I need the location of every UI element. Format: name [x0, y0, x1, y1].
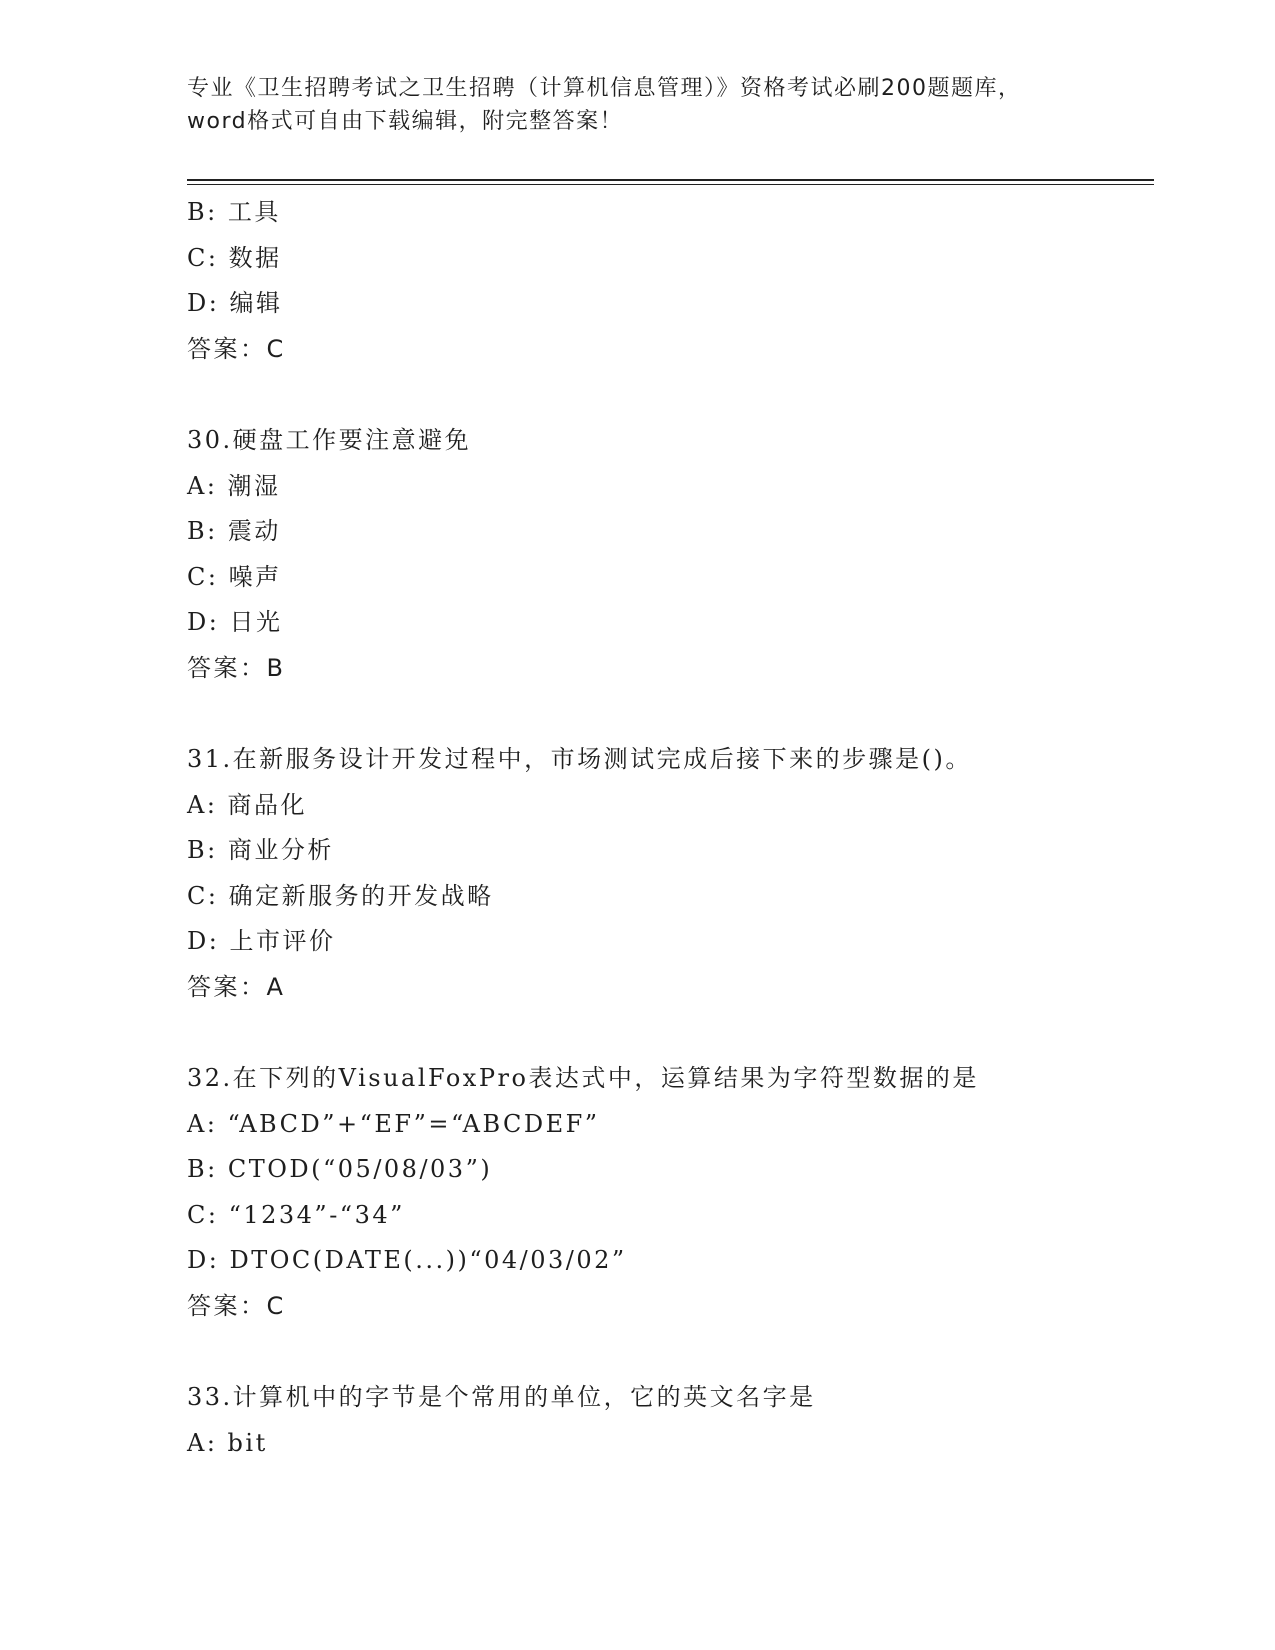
question-32 — [187, 1056, 1154, 1329]
question-list — [187, 190, 1154, 1466]
option-d: D: 编辑 — [187, 289, 283, 317]
option-b: B: 商业分析 — [187, 836, 334, 864]
option-b: B: 震动 — [187, 517, 281, 545]
question-stem: 30.硬盘工作要注意避免 — [187, 426, 472, 454]
question-33 — [187, 1375, 1154, 1466]
document-header — [187, 72, 1087, 138]
question-30 — [187, 418, 1154, 691]
header-divider-thick — [187, 179, 1154, 181]
option-b: B: CTOD(“05/08/03”) — [187, 1155, 493, 1183]
question-continued — [187, 190, 1154, 372]
question-stem: 32.在下列的VisualFoxPro表达式中，运算结果为字符型数据的是 — [187, 1064, 979, 1092]
answer: 答案：C — [187, 1291, 286, 1320]
answer: 答案：A — [187, 972, 286, 1001]
header-line-2: word格式可自由下载编辑，附完整答案！ — [187, 109, 624, 134]
option-c: C: 确定新服务的开发战略 — [187, 881, 494, 910]
question-stem: 33.计算机中的字节是个常用的单位，它的英文名字是 — [187, 1383, 816, 1411]
question-stem: 31.在新服务设计开发过程中，市场测试完成后接下来的步骤是()。 — [187, 745, 972, 773]
option-d: D: 上市评价 — [187, 927, 336, 955]
option-c: C: “1234”-“34” — [187, 1200, 405, 1229]
option-a: A: 潮湿 — [187, 471, 281, 500]
answer: 答案：B — [187, 653, 286, 682]
option-a: A: bit — [187, 1428, 268, 1457]
option-a: A: 商品化 — [187, 790, 308, 819]
option-b: B: 工具 — [187, 198, 281, 226]
header-line-1: 专业《卫生招聘考试之卫生招聘（计算机信息管理）》资格考试必刷200题题库， — [187, 76, 1022, 101]
answer: 答案：C — [187, 334, 286, 363]
option-a: A: “ABCD”+“EF”=“ABCDEF” — [187, 1109, 600, 1138]
question-31 — [187, 737, 1154, 1010]
option-d: D: DTOC(DATE(...))“04/03/02” — [187, 1246, 627, 1274]
option-c: C: 噪声 — [187, 562, 282, 591]
option-c: C: 数据 — [187, 243, 282, 272]
option-d: D: 日光 — [187, 608, 283, 636]
header-divider-thin — [187, 184, 1154, 185]
